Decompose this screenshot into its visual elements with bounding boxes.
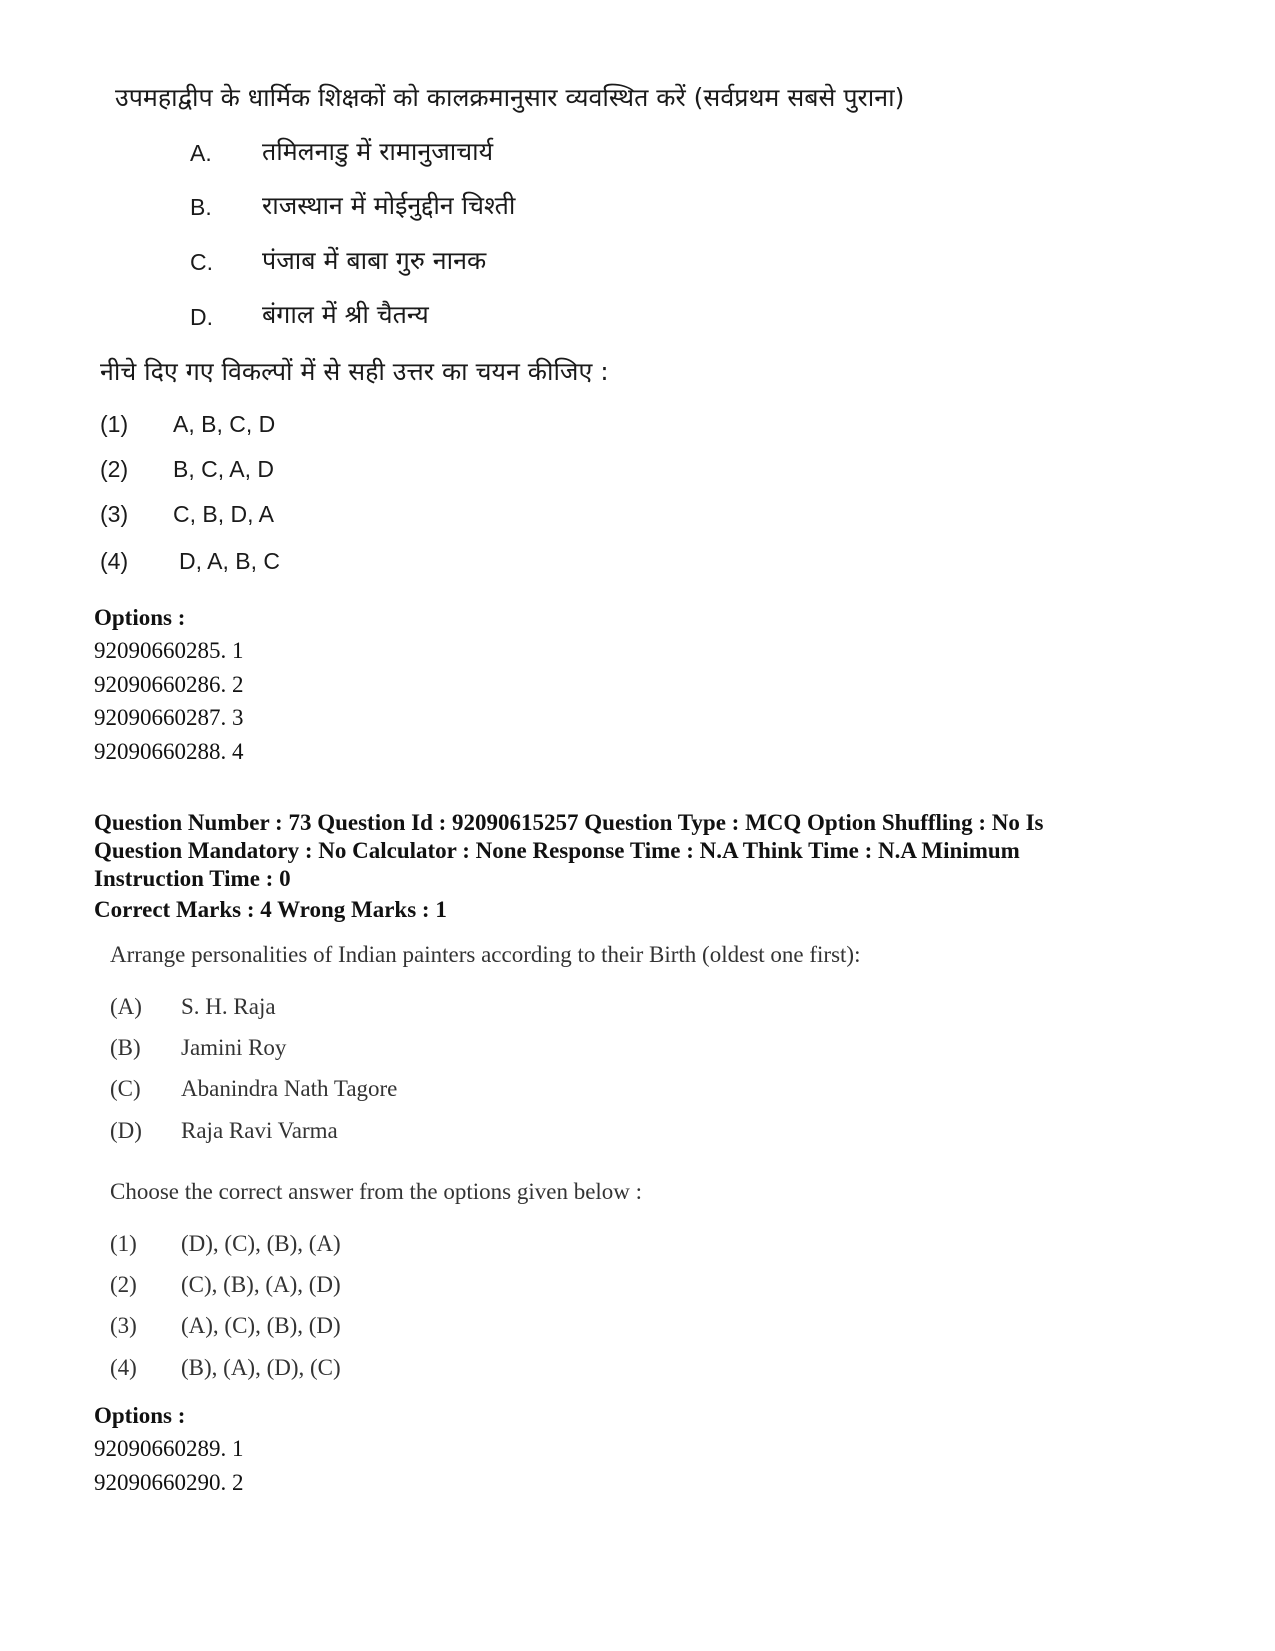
q73-item-a-label: (A) bbox=[110, 994, 142, 1019]
q73-choice-1-text: (D), (C), (B), (A) bbox=[181, 1231, 341, 1256]
q73-item-b-text: Jamini Roy bbox=[181, 1035, 287, 1060]
q73-item-c-label: (C) bbox=[110, 1076, 141, 1101]
q73-meta bbox=[94, 809, 1044, 893]
q73-choice-3-text: (A), (C), (B), (D) bbox=[181, 1313, 341, 1338]
q73-meta-line-1: Question Number : 73 Question Id : 92090615257 Question Type : MCQ Option Shuffling : No Is bbox=[94, 810, 1044, 835]
q72-stem: उपमहाद्वीप के धार्मिक शिक्षकों को कालक्रमानुसार व्यवस्थित करें (सर्वप्रथम सबसे पुराना) bbox=[115, 83, 905, 112]
q72-item-c-text: पंजाब में बाबा गुरु नानक bbox=[262, 246, 487, 275]
q72-item-d-text: बंगाल में श्री चैतन्य bbox=[262, 300, 429, 329]
q72-item-d-label: D. bbox=[190, 304, 213, 330]
q72-item-a-label: A. bbox=[190, 140, 212, 166]
q72-instruction: नीचे दिए गए विकल्पों में से सही उत्तर का चयन कीजिए : bbox=[100, 357, 609, 386]
q73-item-d-text: Raja Ravi Varma bbox=[181, 1118, 338, 1143]
q72-choice-4-text: D, A, B, C bbox=[179, 548, 280, 574]
q73-item-a-text: S. H. Raja bbox=[181, 994, 276, 1019]
q72-item-b-label: B. bbox=[190, 194, 212, 220]
q72-choice-2-text: B, C, A, D bbox=[173, 456, 274, 482]
q73-item-c-text: Abanindra Nath Tagore bbox=[181, 1076, 398, 1101]
q73-meta-line-3: Instruction Time : 0 bbox=[94, 866, 291, 891]
q73-choice-1-num: (1) bbox=[110, 1231, 137, 1256]
q73-choice-4-num: (4) bbox=[110, 1355, 137, 1380]
q72-item-c-label: C. bbox=[190, 249, 213, 275]
option-id: 92090660290. 2 bbox=[94, 1469, 244, 1495]
q72-options-heading: Options : bbox=[94, 605, 186, 630]
q72-item-a-text: तमिलनाडु में रामानुजाचार्य bbox=[262, 137, 494, 166]
q73-choice-4-text: (B), (A), (D), (C) bbox=[181, 1355, 341, 1380]
q73-item-d-label: (D) bbox=[110, 1118, 142, 1143]
q72-choice-3-num: (3) bbox=[100, 501, 129, 527]
q72-choice-4-num: (4) bbox=[100, 548, 129, 574]
q72-choice-2-num: (2) bbox=[100, 456, 129, 482]
q73-instruction: Choose the correct answer from the options given below : bbox=[110, 1179, 643, 1204]
q73-marks: Correct Marks : 4 Wrong Marks : 1 bbox=[94, 897, 447, 922]
q72-option-list bbox=[94, 634, 244, 768]
q72-choice-1-text: A, B, C, D bbox=[173, 411, 276, 437]
q73-choice-2-text: (C), (B), (A), (D) bbox=[181, 1272, 341, 1297]
option-id: 92090660288. 4 bbox=[94, 738, 244, 764]
option-id: 92090660286. 2 bbox=[94, 671, 244, 697]
option-id: 92090660289. 1 bbox=[94, 1436, 244, 1461]
option-id: 92090660285. 1 bbox=[94, 638, 244, 663]
q73-choice-3-num: (3) bbox=[110, 1313, 137, 1338]
option-id: 92090660287. 3 bbox=[94, 705, 244, 730]
q72-item-b-text: राजस्थान में मोईनुद्दीन चिश्ती bbox=[262, 191, 516, 220]
q73-options-heading: Options : bbox=[94, 1403, 186, 1428]
q72-choice-3-text: C, B, D, A bbox=[173, 501, 274, 527]
q72-choice-1-num: (1) bbox=[100, 411, 129, 437]
q73-choice-2-num: (2) bbox=[110, 1272, 137, 1297]
q73-option-list bbox=[94, 1432, 244, 1499]
q73-stem: Arrange personalities of Indian painters according to their Birth (oldest one first): bbox=[110, 942, 861, 967]
q73-item-b-label: (B) bbox=[110, 1035, 141, 1060]
q73-meta-line-2: Question Mandatory : No Calculator : None Response Time : N.A Think Time : N.A Minimum bbox=[94, 838, 1020, 863]
